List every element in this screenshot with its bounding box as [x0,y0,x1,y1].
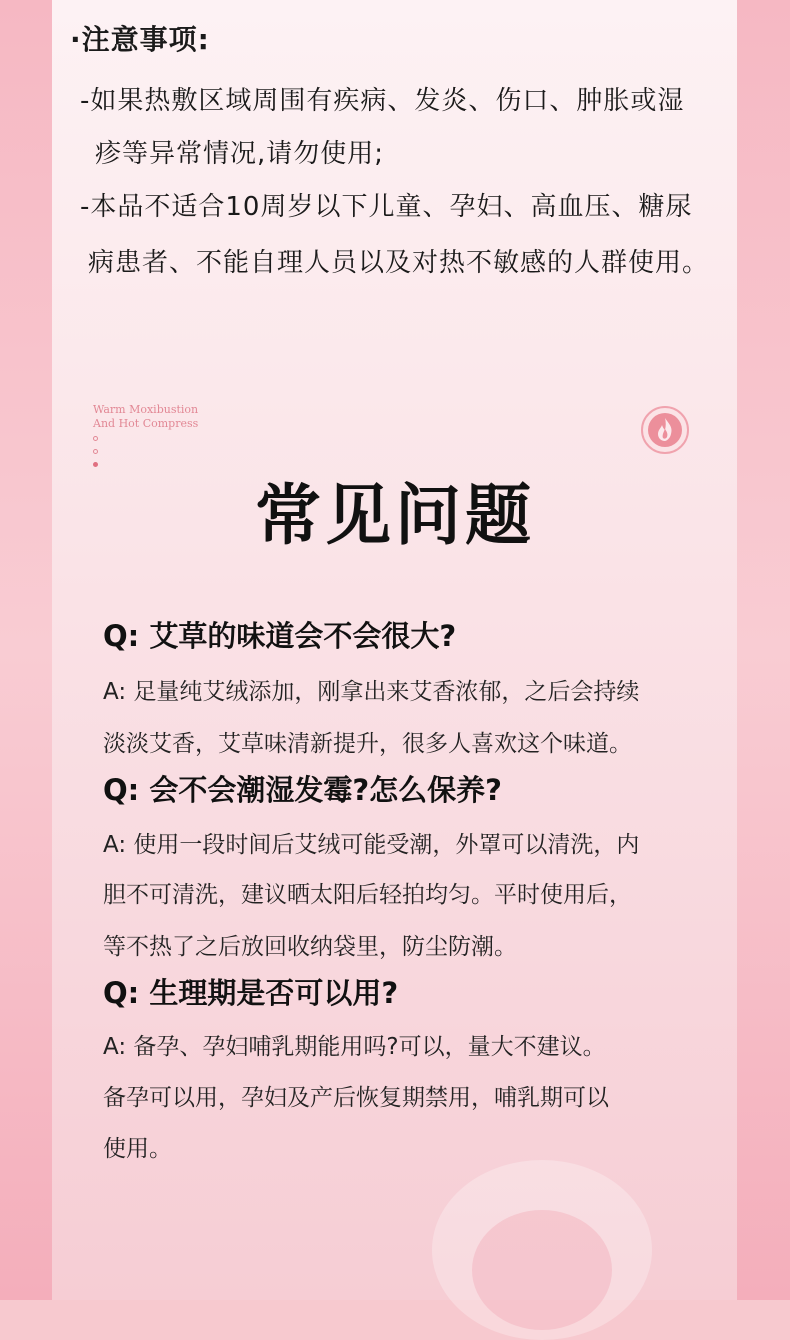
decor-dot [93,436,98,441]
faq-answer: 等不热了之后放回收纳袋里，防尘防潮。 [103,934,517,960]
brand-tagline-line1: Warm Moxibustion [93,403,199,416]
notice-line: 疹等异常情况,请勿使用; [95,139,385,169]
faq-answer: 使用。 [103,1136,172,1162]
brand-tagline-line2: And Hot Compress [93,417,199,430]
faq-question: Q: 艾草的味道会不会很大? [103,619,457,653]
faq-title: 常见问题 [255,477,535,554]
faq-answer: A: 使用一段时间后艾绒可能受潮，外罩可以清洗，内 [103,832,640,858]
faq-answer: 备孕可以用，孕妇及产后恢复期禁用，哺乳期可以 [103,1085,609,1111]
decorative-petal [472,1210,612,1330]
left-border [0,0,52,1300]
brand-tagline [93,403,198,431]
faq-question: Q: 生理期是否可以用? [103,976,399,1010]
notice-line: -如果热敷区域周围有疾病、发炎、伤口、肿胀或湿 [80,86,685,116]
faq-answer: 淡淡艾香，艾草味清新提升，很多人喜欢这个味道。 [103,731,632,757]
notice-title: ·注意事项: [70,23,210,56]
notice-line: -本品不适合10周岁以下儿童、孕妇、高血压、糖尿 [80,192,693,222]
faq-answer: 胆不可清洗，建议晒太阳后轻拍均匀。平时使用后， [103,882,632,908]
right-border [737,0,790,1300]
notice-line: 病患者、不能自理人员以及对热不敏感的人群使用。 [88,248,710,278]
decor-dot [93,449,98,454]
flame-icon [640,405,690,455]
faq-question: Q: 会不会潮湿发霉?怎么保养? [103,773,502,807]
faq-answer: A: 备孕、孕妇哺乳期能用吗?可以，量大不建议。 [103,1034,606,1060]
faq-answer: A: 足量纯艾绒添加，刚拿出来艾香浓郁，之后会持续 [103,679,640,705]
